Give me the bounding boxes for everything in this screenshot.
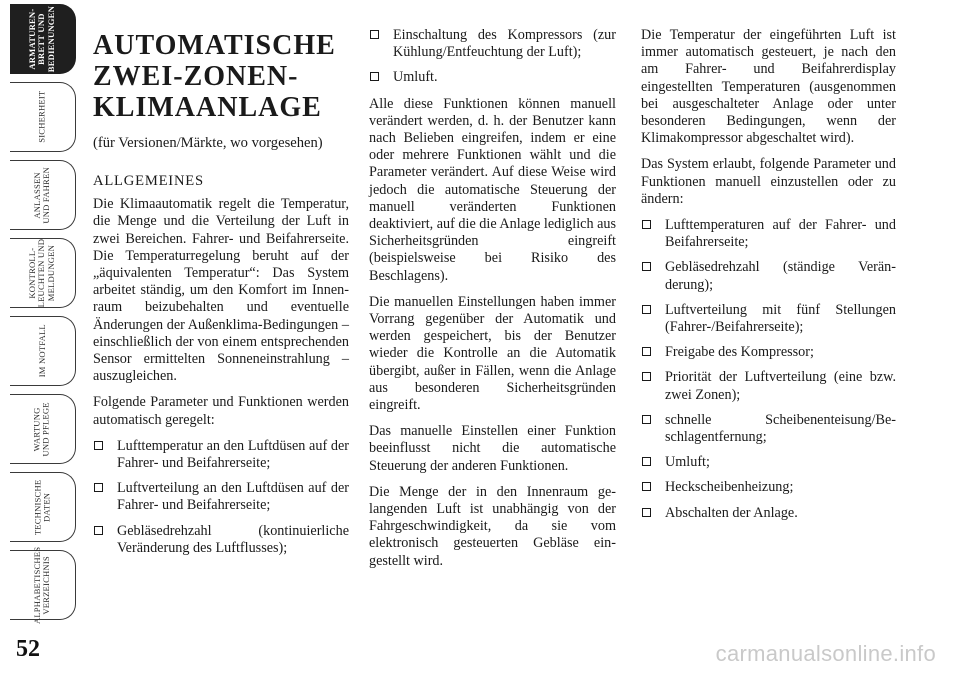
paragraph: Folgende Parameter und Funktionen werden automatisch geregelt: <box>93 394 349 428</box>
column-3 <box>641 27 896 531</box>
bullet-list <box>93 438 349 557</box>
section-heading: ALLGEMEINES <box>93 173 204 189</box>
bullet-list <box>369 27 616 87</box>
checkbox-bullet-icon <box>642 457 651 466</box>
list-item-text: Gebläsedrehzahl (ständige Veränderung); <box>665 259 896 293</box>
list-item <box>369 27 616 61</box>
list-item-text: Einschaltung des Kompressors (zur Kühlung/Entfeuchtung der Luft); <box>393 27 616 61</box>
paragraph: Die Temperatur der eingeführten Luft ist immer automatisch gesteuert, je nach den am Fahrer- und Beifahrerdisplay eingestellten Temperaturen (ausgenommen bei ausgeschalteter Anlage oder unter besonderen Bedingungen, wenn der Klimakompressor abgeschaltet wird). <box>641 27 896 147</box>
checkbox-bullet-icon <box>642 482 651 491</box>
list-item <box>93 480 349 514</box>
tab-label: ANLASSEN UND FAHREN <box>32 166 52 224</box>
list-item-text: Umluft; <box>665 454 710 471</box>
list-item <box>369 69 616 86</box>
list-item <box>93 438 349 472</box>
tab-armaturenbrett[interactable] <box>10 4 76 74</box>
tab-anlassen[interactable] <box>10 160 76 230</box>
watermark: carmanualsonline.info <box>715 641 936 666</box>
tab-label: WARTUNG UND PFLEGE <box>32 401 52 457</box>
paragraph: Das System erlaubt, folgende Parameter und Funktionen manuell einzustellen oder zu ändern: <box>641 156 896 207</box>
chapter-tabs <box>10 4 76 628</box>
checkbox-bullet-icon <box>642 372 651 381</box>
tab-sicherheit[interactable] <box>10 82 76 152</box>
paragraph: Das manuelle Einstellen einer Funktion beeinflusst nicht die automatische Steuerung der anderen Funktionen. <box>369 423 616 474</box>
list-item <box>641 505 896 522</box>
paragraph: Alle diese Funktionen können manuell verändert werden, d. h. der Benutzer kann nach Belieben eingreifen, indem er eine oder mehrere Funktionen wählt und die Parameter verändert. Auf diese Weise wird jedoch die automatische Steuerung der manuell veränderten Funktionen deaktiviert, auf die die Anlage lediglich aus Sicherheitsgründen eingreift (beispielsweise bei Risiko des Beschlagens). <box>369 95 617 284</box>
list-item-text: Lufttemperaturen auf der Fahrer- und Beifahrerseite; <box>665 217 896 251</box>
list-item-text: Heckscheibenheizung; <box>665 479 794 496</box>
list-item <box>641 412 896 446</box>
tab-label: KONTROLL- LEUCHTEN UND MELDUNGEN <box>27 238 57 308</box>
list-item <box>641 454 896 471</box>
list-item <box>641 479 896 496</box>
checkbox-bullet-icon <box>642 305 651 314</box>
list-item-text: Umluft. <box>393 69 438 86</box>
list-item-text: Priorität der Luftverteilung (eine bzw. zwei Zonen); <box>665 369 896 403</box>
checkbox-bullet-icon <box>94 441 103 450</box>
list-item-text: Luftverteilung mit fünf Stellungen (Fahrer-/Beifahrerseite); <box>665 301 896 336</box>
tab-label: IM NOTFALL <box>36 324 47 378</box>
tab-label: ALPHABETISCHES VERZEICHNIS <box>32 546 52 624</box>
list-item <box>641 302 896 336</box>
paragraph: Die Klimaautomatik regelt die Temperatur, die Menge und die Verteilung der Luft in zwei Bereichen. Fahrer- und Beifahrerseite. Die Temperaturregelung beruht auf der „äquivalenten Temperatur“: Das System arbeitet ständig, um den Komfort im Innenraum beizubehalten und eventuelle Änderungen der Außenklima-Bedingungen – einschließlich der von einem entsprechenden Sensor ermittelten Sonneneinstrahlung – auszugleichen. <box>93 196 349 385</box>
list-item <box>641 369 896 403</box>
checkbox-bullet-icon <box>642 347 651 356</box>
list-item-text: Luftverteilung an den Luftdüsen auf der Fahrer- und Beifahrerseite; <box>117 480 349 514</box>
list-item-text: Gebläsedrehzahl (kontinuierliche Veränderung des Luftflusses); <box>117 522 349 556</box>
list-item-text: Freigabe des Kompressor; <box>665 344 814 361</box>
checkbox-bullet-icon <box>642 508 651 517</box>
page-subtitle: (für Versionen/Märkte, wo vorgesehen) <box>93 135 323 151</box>
checkbox-bullet-icon <box>370 30 379 39</box>
column-2 <box>369 27 616 579</box>
tab-kontrollleuchten[interactable] <box>10 238 76 308</box>
tab-label: ARMATUREN- BRETT UND BEDIENUNGEN <box>27 5 57 73</box>
list-item-text: Abschalten der Anlage. <box>665 504 798 521</box>
page-number: 52 <box>16 636 40 662</box>
checkbox-bullet-icon <box>370 72 379 81</box>
bullet-list <box>641 217 896 522</box>
tab-technische-daten[interactable] <box>10 472 76 542</box>
checkbox-bullet-icon <box>642 220 651 229</box>
tab-label: SICHERHEIT <box>36 90 47 144</box>
page-title: AUTOMATISCHE ZWEI-ZONEN-KLIMAANLAGE <box>93 30 336 123</box>
tab-wartung[interactable] <box>10 394 76 464</box>
list-item-text: Lufttemperatur an den Luftdüsen auf der Fahrer- und Beifahrerseite; <box>117 437 349 472</box>
paragraph: Die manuellen Einstellungen haben immer Vorrang gegenüber der Automatik und werden gespeichert, bis der Benutzer wieder die Kontrolle an die Automatik übergibt, außer in Fällen, wenn die Anlage aus besonderen Sicherheitsgründen eingreift. <box>369 293 616 414</box>
checkbox-bullet-icon <box>642 262 651 271</box>
checkbox-bullet-icon <box>642 415 651 424</box>
checkbox-bullet-icon <box>94 483 103 492</box>
list-item <box>641 344 896 361</box>
tab-label: TECHNISCHE DATEN <box>32 479 52 535</box>
tab-im-notfall[interactable] <box>10 316 76 386</box>
list-item-text: schnelle Scheibenenteisung/Beschlagentfernung; <box>665 411 896 446</box>
checkbox-bullet-icon <box>94 526 103 535</box>
list-item <box>93 523 349 557</box>
list-item <box>641 217 896 251</box>
column-1 <box>93 24 349 566</box>
paragraph: Die Menge der in den Innenraum gelangenden Luft ist unabhängig von der Fahrgeschwindigkeit, da sie vom elektronisch gesteuerten Gebläse eingestellt wird. <box>369 483 616 569</box>
tab-verzeichnis[interactable] <box>10 546 76 624</box>
list-item <box>641 259 896 293</box>
